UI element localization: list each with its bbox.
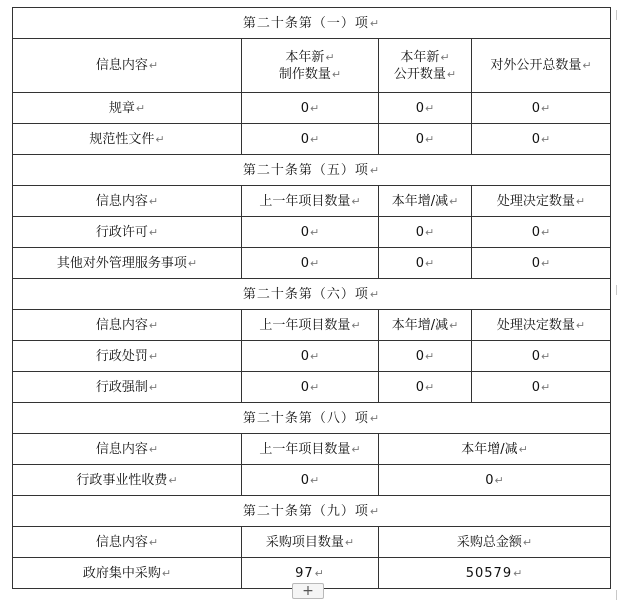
table-row (13, 372, 611, 403)
header-cell: 本年新↵ 制作数量↵ (242, 39, 379, 93)
table-row (13, 217, 611, 248)
value-cell: 0↵ (242, 248, 379, 279)
row-label: 行政强制↵ (13, 372, 242, 403)
row-label: 行政事业性收费↵ (13, 465, 242, 496)
value-cell: 0↵ (472, 372, 611, 403)
value-cell: 0↵ (379, 124, 472, 155)
disclosure-table (12, 7, 611, 589)
row-label: 行政许可↵ (13, 217, 242, 248)
value-cell: 0↵ (242, 341, 379, 372)
header-cell: 对外公开总数量↵ (472, 39, 611, 93)
header-cell: 上一年项目数量↵ (242, 186, 379, 217)
header-cell: 本年新↵ 公开数量↵ (379, 39, 472, 93)
row-label: 规范性文件↵ (13, 124, 242, 155)
header-cell: 信息内容↵ (13, 186, 242, 217)
value-cell: 0↵ (379, 217, 472, 248)
value-cell: 0↵ (472, 248, 611, 279)
header-cell: 处理决定数量↵ (472, 186, 611, 217)
section-title: 第二十条第（五）项↵ (13, 155, 611, 186)
value-cell: 0↵ (472, 93, 611, 124)
header-cell: 上一年项目数量↵ (242, 434, 379, 465)
row-label: 政府集中采购↵ (13, 558, 242, 589)
header-cell: 信息内容↵ (13, 39, 242, 93)
header-cell: 本年增/减↵ (379, 186, 472, 217)
table-row (13, 465, 611, 496)
table-row (13, 93, 611, 124)
value-cell: 0↵ (242, 93, 379, 124)
value-cell: 0↵ (242, 217, 379, 248)
section-title: 第二十条第（八）项↵ (13, 403, 611, 434)
table-row (13, 341, 611, 372)
header-cell: 本年增/减↵ (379, 434, 611, 465)
value-cell: 0↵ (379, 248, 472, 279)
value-cell: 0↵ (242, 124, 379, 155)
value-cell: 0↵ (379, 341, 472, 372)
value-cell: 97↵ (242, 558, 379, 589)
end-of-row-marker (612, 285, 617, 295)
row-label: 规章↵ (13, 93, 242, 124)
header-cell: 处理决定数量↵ (472, 310, 611, 341)
section-title: 第二十条第（一）项↵ (13, 8, 611, 39)
value-cell: 0↵ (379, 93, 472, 124)
value-cell: 0↵ (379, 372, 472, 403)
value-cell: 0↵ (242, 465, 379, 496)
header-cell: 信息内容↵ (13, 310, 242, 341)
value-cell: 0↵ (242, 372, 379, 403)
value-cell: 0↵ (472, 217, 611, 248)
section-title: 第二十条第（九）项↵ (13, 496, 611, 527)
table-row (13, 124, 611, 155)
add-row-button[interactable]: + (292, 583, 324, 599)
table-row (13, 248, 611, 279)
header-cell: 上一年项目数量↵ (242, 310, 379, 341)
section-title: 第二十条第（六）项↵ (13, 279, 611, 310)
value-cell: 0↵ (379, 465, 611, 496)
value-cell: 0↵ (472, 341, 611, 372)
end-of-row-marker (612, 590, 617, 600)
header-cell: 信息内容↵ (13, 527, 242, 558)
value-cell: 0↵ (472, 124, 611, 155)
header-cell: 采购项目数量↵ (242, 527, 379, 558)
header-cell: 信息内容↵ (13, 434, 242, 465)
row-label: 其他对外管理服务事项↵ (13, 248, 242, 279)
header-cell: 采购总金额↵ (379, 527, 611, 558)
row-label: 行政处罚↵ (13, 341, 242, 372)
value-cell: 50579↵ (379, 558, 611, 589)
header-cell: 本年增/减↵ (379, 310, 472, 341)
end-of-row-marker (612, 10, 617, 20)
